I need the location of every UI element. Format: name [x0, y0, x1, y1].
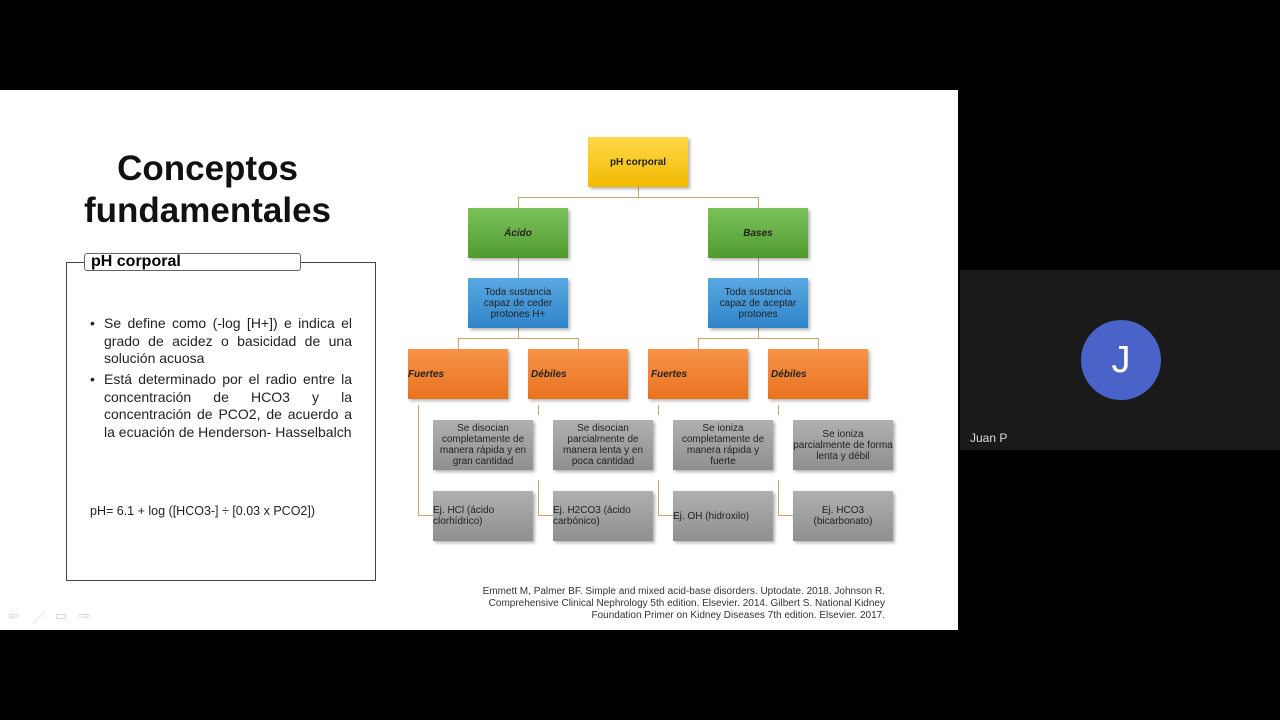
concept-box-label: pH corporal — [84, 253, 301, 271]
references: Emmett M, Palmer BF. Simple and mixed acid-base disorders. Uptodate. 2018. Johnson R. Comprehensive Clinical Nephrology 5th edition. Elsevier. 2014. Gilbert S. National Kidney Foundation Primer on Kidney Diseases 7th edition. Elsevier. 2017. — [482, 586, 885, 621]
diagram-acid: Ácido — [468, 208, 568, 258]
diagram-desc-weak-base: Se ioniza parcialmente de forma lenta y débil — [793, 420, 893, 470]
next-slide-icon[interactable]: ⇨ — [79, 608, 90, 623]
slide-menu-icon[interactable]: ▭ — [55, 608, 68, 623]
bullet-definition: • Se define como (-log [H+]) e indica el grado de acidez o basicidad de una solución acuosa — [88, 315, 352, 368]
slide-title: Conceptos fundamentales — [84, 149, 331, 230]
diagram-example-h2co3: Ej. H2CO3 (ácido carbónico) — [553, 491, 653, 541]
diagram-example-oh: Ej. OH (hidroxilo) — [673, 491, 773, 541]
diagram-desc-weak-acid: Se disocian parcialmente de manera lenta y en poca cantidad — [553, 420, 653, 470]
diagram-strong-base: Fuertes — [648, 349, 748, 399]
diagram-strong-acid: Fuertes — [408, 349, 508, 399]
diagram-desc-strong-base: Se ioniza completamente de manera rápida y fuerte — [673, 420, 773, 470]
diagram-weak-acid: Débiles — [528, 349, 628, 399]
diagram-example-hcl: Ej. HCl (ácido clorhídrico) — [433, 491, 533, 541]
diagram-root-ph: pH corporal — [588, 137, 688, 187]
diagram-base-definition: Toda sustancia capaz de aceptar protones — [708, 278, 808, 328]
henderson-formula: pH= 6.1 + log ([HCO3-] ÷ [0.03 x PCO2]) — [90, 504, 316, 518]
diagram-desc-strong-acid: Se disocian completamente de manera rápida y en gran cantidad — [433, 420, 533, 470]
previous-slide-icon[interactable]: ⇦ — [8, 608, 19, 623]
bullet-determination: • Está determinado por el radio entre la concentración de HCO3 y la concentración de PCO2, de acuerdo a la ecuación de Henderson- Hasselbalch — [88, 371, 352, 441]
participant-name: Juan P — [970, 431, 1008, 445]
pen-icon[interactable]: ／ — [32, 611, 46, 626]
diagram-example-hco3: Ej. HCO3 (bicarbonato) — [793, 491, 893, 541]
diagram-acid-definition: Toda sustancia capaz de ceder protones H+ — [468, 278, 568, 328]
diagram-bases: Bases — [708, 208, 808, 258]
participant-avatar: J — [1081, 320, 1161, 400]
diagram-weak-base: Débiles — [768, 349, 868, 399]
